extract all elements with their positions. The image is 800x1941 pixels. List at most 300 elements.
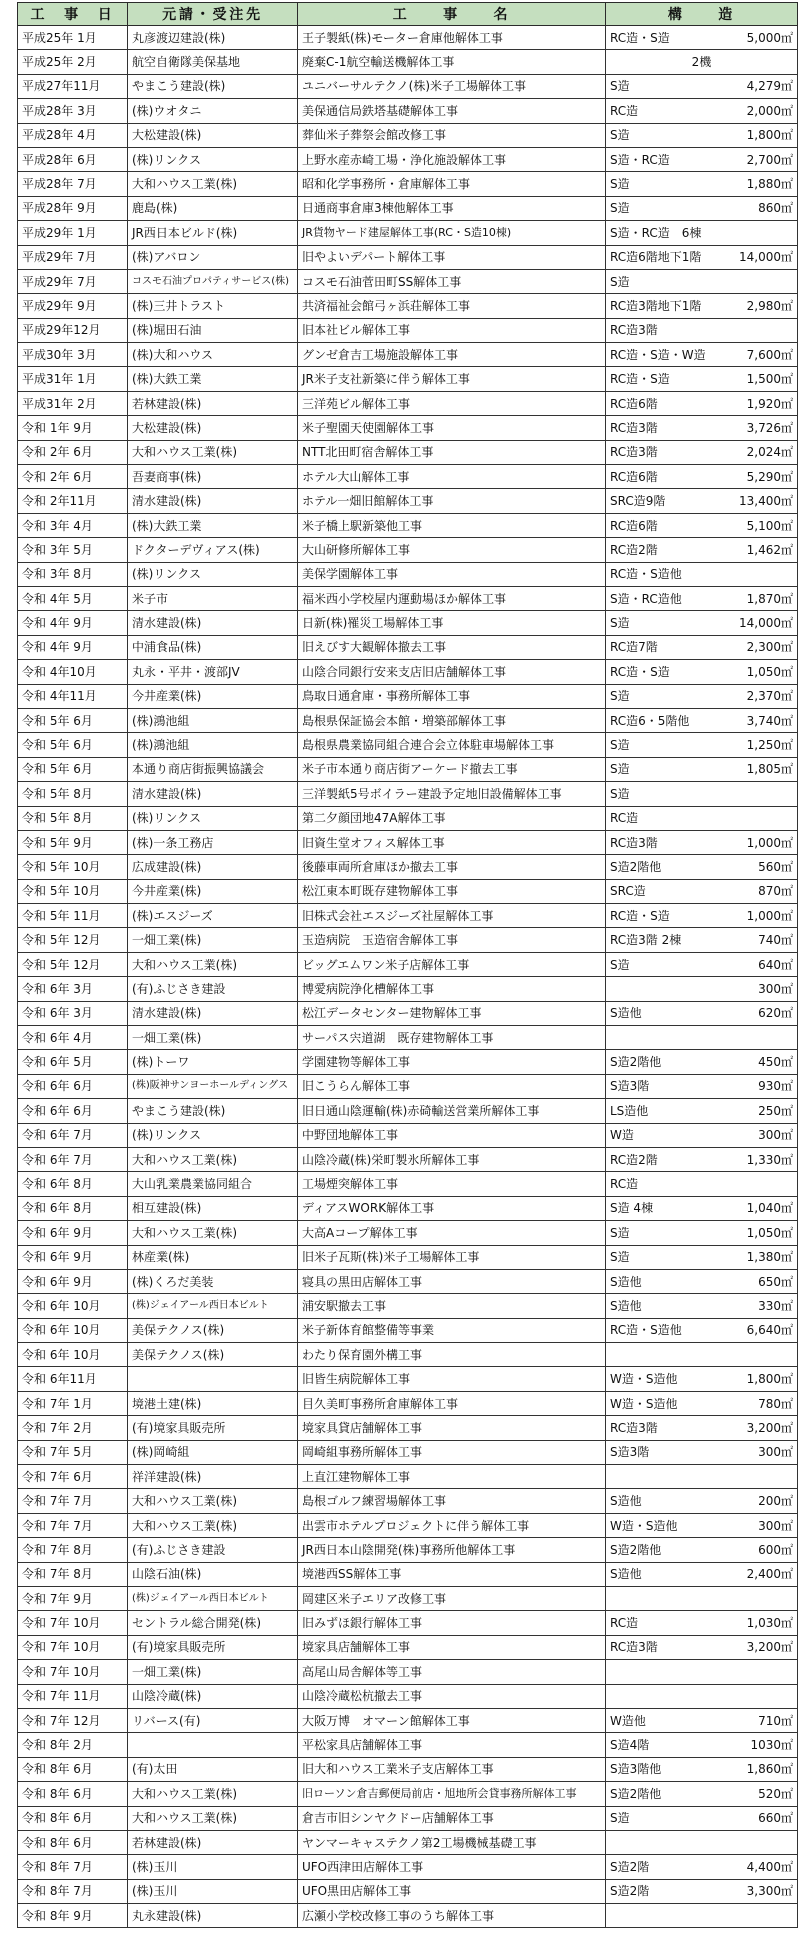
structure-type: S造3階 bbox=[610, 1445, 650, 1460]
floor-area: 2,700㎡ bbox=[746, 152, 793, 167]
cell-date: 令和 2年11月 bbox=[18, 489, 128, 513]
cell-work-name: 中野団地解体工事 bbox=[298, 1123, 606, 1147]
cell-work-name: 目久美町事務所倉庫解体工事 bbox=[298, 1391, 606, 1415]
cell-client: 大和ハウス工業(株) bbox=[128, 1221, 298, 1245]
cell-date: 令和 8年 7月 bbox=[18, 1855, 128, 1879]
cell-work-name: JR西日本山陰開発(株)事務所他解体工事 bbox=[298, 1538, 606, 1562]
structure-content bbox=[610, 1105, 793, 1117]
cell-structure bbox=[606, 1806, 798, 1830]
cell-structure bbox=[606, 855, 798, 879]
cell-date: 令和 6年 9月 bbox=[18, 1269, 128, 1293]
cell-work-name: ヤンマーキャステクノ第2工場機械基礎工事 bbox=[298, 1830, 606, 1854]
cell-structure bbox=[606, 489, 798, 513]
cell-date: 令和 6年 3月 bbox=[18, 1001, 128, 1025]
cell-client bbox=[128, 1367, 298, 1391]
table-row bbox=[18, 1782, 798, 1806]
floor-area: 1,805㎡ bbox=[746, 762, 793, 777]
cell-work-name: 米子聖園天使園解体工事 bbox=[298, 416, 606, 440]
cell-date: 令和 7年 10月 bbox=[18, 1660, 128, 1684]
floor-area: 1,030㎡ bbox=[746, 1616, 793, 1631]
cell-work-name: UFO黒田店解体工事 bbox=[298, 1879, 606, 1903]
cell-work-name: 上野水産赤崎工場・浄化施設解体工事 bbox=[298, 147, 606, 171]
cell-client: (株)リンクス bbox=[128, 1123, 298, 1147]
cell-date: 令和 7年 5月 bbox=[18, 1440, 128, 1464]
cell-work-name: 昭和化学事務所・倉庫解体工事 bbox=[298, 172, 606, 196]
structure-type: S造 bbox=[610, 738, 630, 753]
cell-date: 平成29年 9月 bbox=[18, 294, 128, 318]
structure-type: RC造6階 bbox=[610, 469, 658, 484]
cell-client: 大松建設(株) bbox=[128, 416, 298, 440]
cell-date: 令和 6年 9月 bbox=[18, 1221, 128, 1245]
floor-area: 640㎡ bbox=[758, 957, 793, 972]
cell-client: 大和ハウス工業(株) bbox=[128, 1806, 298, 1830]
structure-content bbox=[610, 276, 793, 288]
cell-work-name: JR貨物ヤード建屋解体工事(RC・S造10棟) bbox=[298, 221, 606, 245]
cell-work-name: 大山研修所解体工事 bbox=[298, 538, 606, 562]
cell-structure bbox=[606, 440, 798, 464]
cell-work-name: 旧米子瓦斯(株)米子工場解体工事 bbox=[298, 1245, 606, 1269]
floor-area: 1,000㎡ bbox=[746, 835, 793, 850]
cell-structure bbox=[606, 99, 798, 123]
table-row bbox=[18, 1001, 798, 1025]
structure-type: S造3階他 bbox=[610, 1762, 662, 1777]
cell-structure bbox=[606, 1782, 798, 1806]
cell-structure bbox=[606, 1440, 798, 1464]
cell-work-name: 高尾山局舎解体等工事 bbox=[298, 1660, 606, 1684]
cell-date: 平成28年 3月 bbox=[18, 99, 128, 123]
floor-area: 1,380㎡ bbox=[746, 1250, 793, 1265]
cell-date: 令和 5年 6月 bbox=[18, 733, 128, 757]
cell-client: 美保テクノス(株) bbox=[128, 1318, 298, 1342]
structure-content bbox=[610, 129, 793, 141]
structure-content bbox=[610, 1056, 793, 1068]
cell-structure bbox=[606, 294, 798, 318]
cell-work-name: ディアスWORK解体工事 bbox=[298, 1196, 606, 1220]
floor-area: 1,050㎡ bbox=[746, 1225, 793, 1240]
table-row bbox=[18, 1733, 798, 1757]
cell-date: 平成28年 7月 bbox=[18, 172, 128, 196]
structure-content bbox=[610, 1788, 793, 1800]
cell-date: 平成29年 7月 bbox=[18, 269, 128, 293]
floor-area: 2,980㎡ bbox=[746, 298, 793, 313]
floor-area: 5,100㎡ bbox=[746, 518, 793, 533]
cell-work-name: 玉造病院 玉造宿舎解体工事 bbox=[298, 928, 606, 952]
structure-content bbox=[610, 105, 793, 117]
cell-structure bbox=[606, 1708, 798, 1732]
table-row bbox=[18, 147, 798, 171]
structure-content bbox=[610, 1154, 793, 1166]
cell-work-name: 鳥取日通倉庫・事務所解体工事 bbox=[298, 684, 606, 708]
structure-content bbox=[610, 1202, 793, 1214]
structure-content bbox=[610, 983, 793, 995]
structure-content bbox=[610, 641, 793, 653]
cell-date: 令和 7年 10月 bbox=[18, 1611, 128, 1635]
table-row bbox=[18, 1830, 798, 1854]
cell-work-name: 旧ローソン倉吉郵便局前店・旭地所会貸事務所解体工事 bbox=[298, 1782, 606, 1806]
cell-work-name: 旧やよいデパート解体工事 bbox=[298, 245, 606, 269]
cell-client: 清水建設(株) bbox=[128, 1001, 298, 1025]
cell-client bbox=[128, 1733, 298, 1757]
table-row bbox=[18, 1538, 798, 1562]
structure-content bbox=[610, 1129, 793, 1141]
structure-content bbox=[610, 690, 793, 702]
structure-content bbox=[610, 324, 793, 336]
table-row bbox=[18, 245, 798, 269]
table-row bbox=[18, 50, 798, 74]
cell-work-name: 王子製紙(株)モーター倉庫他解体工事 bbox=[298, 26, 606, 50]
floor-area: 3,300㎡ bbox=[746, 1884, 793, 1899]
table-row bbox=[18, 1855, 798, 1879]
structure-type: LS造他 bbox=[610, 1103, 649, 1118]
cell-work-name: 工場煙突解体工事 bbox=[298, 1172, 606, 1196]
floor-area: 1,800㎡ bbox=[746, 128, 793, 143]
structure-type: RC造2階 bbox=[610, 1152, 658, 1167]
cell-work-name: 広瀬小学校改修工事のうち解体工事 bbox=[298, 1904, 606, 1928]
table-row bbox=[18, 1757, 798, 1781]
table-row bbox=[18, 26, 798, 50]
structure-content bbox=[610, 1763, 793, 1775]
structure-content bbox=[610, 1520, 793, 1532]
table-row bbox=[18, 977, 798, 1001]
structure-type: S造 bbox=[610, 201, 630, 216]
cell-structure bbox=[606, 904, 798, 928]
structure-content bbox=[610, 1495, 793, 1507]
table-row bbox=[18, 172, 798, 196]
structure-type: W造・S造他 bbox=[610, 1396, 678, 1411]
floor-area: 560㎡ bbox=[758, 859, 793, 874]
structure-content bbox=[610, 1446, 793, 1458]
cell-structure bbox=[606, 1172, 798, 1196]
structure-content bbox=[610, 1617, 793, 1629]
cell-work-name: 日新(株)罹災工場解体工事 bbox=[298, 611, 606, 635]
cell-client: 山陰冷蔵(株) bbox=[128, 1684, 298, 1708]
cell-client: 祥洋建設(株) bbox=[128, 1465, 298, 1489]
cell-work-name: 美保通信局鉄塔基礎解体工事 bbox=[298, 99, 606, 123]
cell-structure bbox=[606, 611, 798, 635]
floor-area: 930㎡ bbox=[758, 1079, 793, 1094]
table-row bbox=[18, 1904, 798, 1928]
floor-area: 300㎡ bbox=[758, 1518, 793, 1533]
structure-content bbox=[610, 495, 793, 507]
cell-work-name: 共済福祉会館弓ヶ浜荘解体工事 bbox=[298, 294, 606, 318]
cell-work-name: JR米子支社新築に伴う解体工事 bbox=[298, 367, 606, 391]
cell-client: (株)阪神サンヨーホールディングス bbox=[128, 1074, 298, 1098]
table-row bbox=[18, 1635, 798, 1659]
cell-date: 平成31年 1月 bbox=[18, 367, 128, 391]
cell-date: 平成30年 3月 bbox=[18, 343, 128, 367]
table-row bbox=[18, 221, 798, 245]
cell-client: 大和ハウス工業(株) bbox=[128, 172, 298, 196]
floor-area: 660㎡ bbox=[758, 1811, 793, 1826]
structure-type: S造4階 bbox=[610, 1738, 650, 1753]
structure-type: RC造3階 bbox=[610, 323, 658, 338]
structure-type: S造他 bbox=[610, 1006, 642, 1021]
cell-date: 令和 5年 10月 bbox=[18, 879, 128, 903]
floor-area: 450㎡ bbox=[758, 1055, 793, 1070]
cell-structure bbox=[606, 1074, 798, 1098]
structure-type: RC造・S造 bbox=[610, 30, 670, 45]
header-structure: 構 造 bbox=[606, 3, 798, 26]
floor-area: 300㎡ bbox=[758, 1445, 793, 1460]
floor-area: 1,000㎡ bbox=[746, 908, 793, 923]
cell-structure bbox=[606, 245, 798, 269]
structure-content bbox=[610, 1324, 793, 1336]
table-row bbox=[18, 367, 798, 391]
structure-type: S造他 bbox=[610, 1299, 642, 1313]
cell-date: 令和 6年 8月 bbox=[18, 1196, 128, 1220]
cell-date: 令和 5年 12月 bbox=[18, 952, 128, 976]
structure-content bbox=[610, 568, 793, 580]
table-row bbox=[18, 1489, 798, 1513]
floor-area: 1,880㎡ bbox=[746, 177, 793, 192]
structure-content bbox=[610, 1715, 793, 1727]
cell-work-name: 廃棄C-1航空輸送機解体工事 bbox=[298, 50, 606, 74]
cell-work-name: 米子新体育館整備等事業 bbox=[298, 1318, 606, 1342]
cell-structure bbox=[606, 1147, 798, 1171]
floor-area: 2,000㎡ bbox=[746, 103, 793, 118]
cell-date: 令和 4年 9月 bbox=[18, 635, 128, 659]
floor-area: 4,279㎡ bbox=[746, 79, 793, 94]
cell-date: 平成28年 4月 bbox=[18, 123, 128, 147]
structure-content bbox=[610, 837, 793, 849]
cell-date: 令和 1年 9月 bbox=[18, 416, 128, 440]
floor-area: 2,300㎡ bbox=[746, 640, 793, 655]
structure-content bbox=[610, 471, 793, 483]
cell-date: 平成29年 7月 bbox=[18, 245, 128, 269]
cell-structure bbox=[606, 1562, 798, 1586]
cell-date: 平成29年 1月 bbox=[18, 221, 128, 245]
cell-date: 令和 2年 6月 bbox=[18, 465, 128, 489]
table-row bbox=[18, 1343, 798, 1367]
cell-work-name: わたり保育園外構工事 bbox=[298, 1343, 606, 1367]
structure-content bbox=[610, 934, 793, 946]
structure-type: RC造6階 bbox=[610, 396, 658, 411]
table-row bbox=[18, 586, 798, 610]
cell-date: 令和 5年 10月 bbox=[18, 855, 128, 879]
cell-client: 航空自衛隊美保基地 bbox=[128, 50, 298, 74]
cell-structure bbox=[606, 1123, 798, 1147]
table-row bbox=[18, 538, 798, 562]
table-row bbox=[18, 1684, 798, 1708]
structure-type: W造・S造他 bbox=[610, 1372, 678, 1387]
header-client: 元請・受注先 bbox=[128, 3, 298, 26]
floor-area: 1,040㎡ bbox=[746, 1201, 793, 1216]
structure-type: RC造・S造 bbox=[610, 664, 670, 679]
structure-content bbox=[610, 1178, 793, 1190]
structure-type: S造 bbox=[610, 957, 630, 972]
cell-work-name: 旧株式会社エスジーズ社屋解体工事 bbox=[298, 904, 606, 928]
cell-work-name: 三洋製紙5号ボイラー建設予定地旧設備解体工事 bbox=[298, 782, 606, 806]
structure-content bbox=[610, 763, 793, 775]
cell-work-name: 松江データセンター建物解体工事 bbox=[298, 1001, 606, 1025]
structure-content bbox=[610, 154, 793, 166]
cell-date: 令和 7年 12月 bbox=[18, 1708, 128, 1732]
cell-client: 相互建設(株) bbox=[128, 1196, 298, 1220]
cell-client: (株)くろだ美装 bbox=[128, 1269, 298, 1293]
table-row bbox=[18, 1123, 798, 1147]
cell-date: 令和 5年 6月 bbox=[18, 708, 128, 732]
floor-area: 1,250㎡ bbox=[746, 738, 793, 753]
structure-type: RC造 bbox=[610, 811, 639, 826]
floor-area: 2,400㎡ bbox=[746, 1567, 793, 1582]
cell-client: JR西日本ビルド(株) bbox=[128, 221, 298, 245]
works-table-container bbox=[17, 2, 797, 1928]
structure-type: S造 bbox=[610, 128, 630, 143]
cell-client: (株)大鉄工業 bbox=[128, 513, 298, 537]
structure-content bbox=[610, 1544, 793, 1556]
floor-area: 740㎡ bbox=[758, 933, 793, 948]
structure-type: W造他 bbox=[610, 1713, 646, 1728]
structure-type: RC造3階 bbox=[610, 445, 658, 460]
structure-type: S造 bbox=[610, 762, 630, 777]
table-row bbox=[18, 855, 798, 879]
structure-content bbox=[610, 349, 793, 361]
cell-work-name: 松江東本町既存建物解体工事 bbox=[298, 879, 606, 903]
cell-work-name: 米子橋上駅新築他工事 bbox=[298, 513, 606, 537]
structure-type: RC造3階 bbox=[610, 420, 658, 435]
cell-structure bbox=[606, 318, 798, 342]
table-row bbox=[18, 830, 798, 854]
structure-type: RC造6・5階他 bbox=[610, 713, 690, 728]
structure-content bbox=[610, 1276, 793, 1288]
cell-work-name: 第二夕顔団地47A解体工事 bbox=[298, 806, 606, 830]
cell-date: 令和 4年10月 bbox=[18, 660, 128, 684]
cell-structure bbox=[606, 1221, 798, 1245]
cell-structure bbox=[606, 1367, 798, 1391]
floor-area: 620㎡ bbox=[758, 1006, 793, 1021]
structure-content bbox=[610, 1739, 793, 1751]
cell-date: 令和 6年 9月 bbox=[18, 1245, 128, 1269]
structure-type: RC造7階 bbox=[610, 640, 658, 655]
cell-work-name: NTT北田町宿舎解体工事 bbox=[298, 440, 606, 464]
cell-date: 令和 6年 10月 bbox=[18, 1318, 128, 1342]
cell-client: (有)太田 bbox=[128, 1757, 298, 1781]
structure-content bbox=[610, 1251, 793, 1263]
cell-structure bbox=[606, 538, 798, 562]
cell-date: 令和 8年 6月 bbox=[18, 1757, 128, 1781]
header-work-name: 工 事 名 bbox=[298, 3, 606, 26]
cell-structure bbox=[606, 660, 798, 684]
cell-client: 一畑工業(株) bbox=[128, 1026, 298, 1050]
cell-structure bbox=[606, 806, 798, 830]
cell-structure bbox=[606, 1050, 798, 1074]
cell-work-name: 山陰合同銀行安来支店旧店舗解体工事 bbox=[298, 660, 606, 684]
cell-structure bbox=[606, 928, 798, 952]
table-row bbox=[18, 1806, 798, 1830]
structure-type: SRC造 bbox=[610, 884, 646, 899]
structure-type: RC造・S造 bbox=[610, 908, 670, 923]
cell-work-name: 島根ゴルフ練習場解体工事 bbox=[298, 1489, 606, 1513]
cell-structure bbox=[606, 1196, 798, 1220]
table-row bbox=[18, 1367, 798, 1391]
table-row bbox=[18, 733, 798, 757]
table-row bbox=[18, 269, 798, 293]
cell-date: 令和 4年11月 bbox=[18, 684, 128, 708]
cell-structure bbox=[606, 562, 798, 586]
cell-date: 令和 7年 6月 bbox=[18, 1465, 128, 1489]
floor-area: 1,500㎡ bbox=[746, 372, 793, 387]
cell-client: (株)ジェイアール西日本ビルト bbox=[128, 1294, 298, 1318]
cell-work-name: 旧みずほ銀行解体工事 bbox=[298, 1611, 606, 1635]
cell-work-name: 博愛病院浄化槽解体工事 bbox=[298, 977, 606, 1001]
cell-date: 令和 7年 11月 bbox=[18, 1684, 128, 1708]
cell-structure bbox=[606, 1830, 798, 1854]
table-row bbox=[18, 1416, 798, 1440]
cell-date: 令和 7年 1月 bbox=[18, 1391, 128, 1415]
structure-content bbox=[610, 910, 793, 922]
structure-content bbox=[610, 1422, 793, 1434]
cell-client: (株)リンクス bbox=[128, 147, 298, 171]
structure-content bbox=[610, 885, 793, 897]
cell-work-name: 大高Aコープ解体工事 bbox=[298, 1221, 606, 1245]
structure-type: RC造3階 2棟 bbox=[610, 933, 682, 948]
cell-work-name: 出雲市ホテルプロジェクトに伴う解体工事 bbox=[298, 1513, 606, 1537]
cell-work-name: 山陰冷蔵(株)栄町製氷所解体工事 bbox=[298, 1147, 606, 1171]
cell-work-name: 山陰冷蔵松杭撤去工事 bbox=[298, 1684, 606, 1708]
structure-content bbox=[610, 202, 793, 214]
floor-area: 200㎡ bbox=[758, 1494, 793, 1509]
floor-area: 1,050㎡ bbox=[746, 664, 793, 679]
structure-type: RC造・S造 bbox=[610, 372, 670, 387]
cell-work-name: 日通商事倉庫3棟他解体工事 bbox=[298, 196, 606, 220]
cell-date: 平成31年 2月 bbox=[18, 391, 128, 415]
cell-client: (有)境家具販売所 bbox=[128, 1416, 298, 1440]
table-row bbox=[18, 74, 798, 98]
structure-type: RC造 bbox=[610, 1616, 639, 1631]
structure-content bbox=[610, 1861, 793, 1873]
floor-area: 1,800㎡ bbox=[746, 1372, 793, 1387]
cell-client: 清水建設(株) bbox=[128, 782, 298, 806]
table-row bbox=[18, 440, 798, 464]
cell-client: (株)アバロン bbox=[128, 245, 298, 269]
cell-client: (株)鴻池組 bbox=[128, 733, 298, 757]
floor-area: 300㎡ bbox=[758, 1128, 793, 1143]
table-row bbox=[18, 1221, 798, 1245]
cell-date: 令和 3年 8月 bbox=[18, 562, 128, 586]
structure-type: RC造3階 bbox=[610, 1420, 658, 1435]
cell-structure bbox=[606, 830, 798, 854]
cell-work-name: 旧大和ハウス工業米子支店解体工事 bbox=[298, 1757, 606, 1781]
cell-work-name: 学園建物等解体工事 bbox=[298, 1050, 606, 1074]
structure-type: S造 bbox=[610, 689, 630, 704]
cell-structure bbox=[606, 1489, 798, 1513]
cell-structure bbox=[606, 1001, 798, 1025]
structure-type: S造 bbox=[610, 1250, 630, 1265]
table-row bbox=[18, 99, 798, 123]
cell-structure bbox=[606, 1294, 798, 1318]
header-row bbox=[18, 3, 798, 26]
cell-structure bbox=[606, 708, 798, 732]
floor-area: 780㎡ bbox=[758, 1396, 793, 1411]
floor-area: 5,000㎡ bbox=[746, 30, 793, 45]
floor-area: 7,600㎡ bbox=[746, 347, 793, 362]
table-row bbox=[18, 1245, 798, 1269]
structure-content bbox=[610, 398, 793, 410]
floor-area: 2,024㎡ bbox=[746, 445, 793, 460]
cell-structure bbox=[606, 879, 798, 903]
cell-client: ドクターデヴィアス(株) bbox=[128, 538, 298, 562]
cell-client: やまこう建設(株) bbox=[128, 74, 298, 98]
cell-date: 令和 4年 9月 bbox=[18, 611, 128, 635]
structure-type: S造 bbox=[610, 79, 630, 94]
structure-content bbox=[610, 227, 793, 239]
structure-type: S造他 bbox=[610, 1274, 642, 1289]
cell-client: 丸永建設(株) bbox=[128, 1904, 298, 1928]
floor-area: 1,920㎡ bbox=[746, 396, 793, 411]
cell-client: (有)境家具販売所 bbox=[128, 1635, 298, 1659]
structure-content bbox=[610, 959, 793, 971]
cell-client: 米子市 bbox=[128, 586, 298, 610]
